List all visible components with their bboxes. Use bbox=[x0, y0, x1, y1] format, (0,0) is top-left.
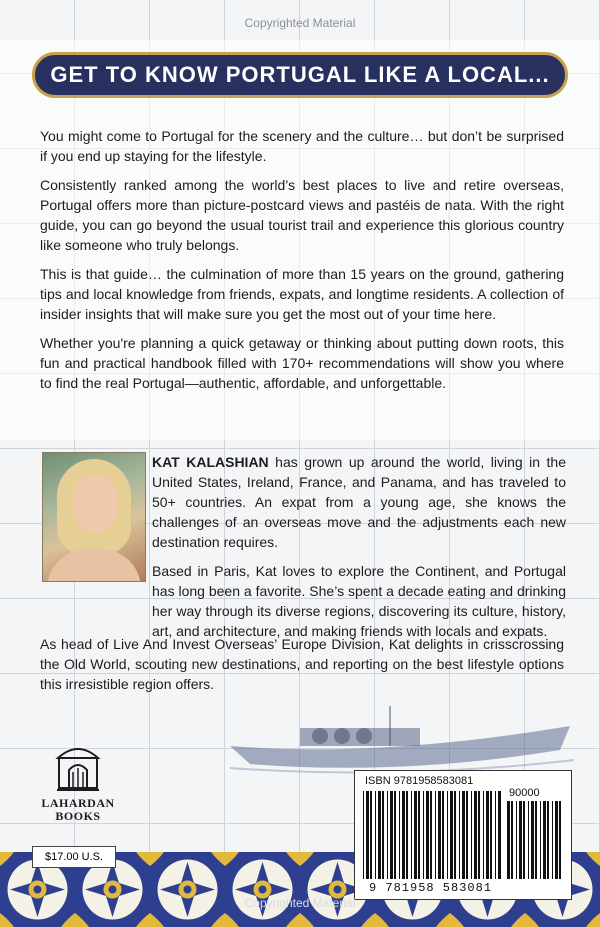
barcode-bar bbox=[406, 791, 408, 879]
barcode-bar bbox=[450, 791, 453, 879]
barcode-bar bbox=[382, 791, 384, 879]
barcode-bar bbox=[411, 791, 412, 879]
barcode-bar bbox=[414, 791, 417, 879]
barcode-bar bbox=[490, 791, 492, 879]
barcode-bar bbox=[387, 791, 388, 879]
barcode-bar bbox=[466, 791, 468, 879]
barcode-bar bbox=[402, 791, 405, 879]
barcode-bar bbox=[375, 791, 376, 879]
intro-paragraph: This is that guide… the culmination of more than 15 years on the ground, gathering tips and local knowledge from friends, expats, and longtime residents. A collection of insider insights that will make sure you get the most out of your time here. bbox=[40, 266, 564, 322]
barcode-bar bbox=[447, 791, 448, 879]
intro-text bbox=[40, 126, 564, 402]
barcode-bar bbox=[516, 801, 517, 879]
barcode-bar bbox=[370, 791, 372, 879]
barcode-bar bbox=[390, 791, 393, 879]
author-shoulders bbox=[47, 549, 141, 582]
barcode-bar bbox=[507, 801, 510, 879]
barcode-bar bbox=[462, 791, 465, 879]
publisher-name-line-1: LAHARDAN bbox=[41, 796, 115, 810]
headline: GET TO KNOW PORTUGAL LIKE A LOCAL... bbox=[50, 62, 550, 87]
barcode-bar bbox=[366, 791, 369, 879]
isbn-barcode bbox=[354, 770, 572, 900]
author-name: KAT KALASHIAN bbox=[152, 454, 269, 470]
barcode-bar bbox=[511, 801, 513, 879]
azulejo-tile bbox=[150, 852, 225, 927]
barcode-bar bbox=[435, 791, 436, 879]
author-bio-paragraph: Based in Paris, Kat loves to explore the Continent, and Portugal has long been a favorite. She’s spent a decade eating and drinking her way through its diverse regions, discovering its culture, history, art, and architecture, and making friends with locals and expats. bbox=[152, 563, 566, 639]
barcode-bar bbox=[552, 801, 553, 879]
barcode-bar bbox=[454, 791, 456, 879]
barcode-bar bbox=[498, 791, 501, 879]
publisher-name-line-2: BOOKS bbox=[55, 809, 101, 823]
barcode-bar bbox=[438, 791, 441, 879]
price-label: $17.00 U.S. bbox=[32, 846, 116, 868]
barcode-bar bbox=[399, 791, 400, 879]
rabelo-boat-illustration bbox=[230, 706, 574, 776]
barcode-bar bbox=[523, 801, 525, 879]
barcode-bar bbox=[555, 801, 558, 879]
barcode-bar bbox=[528, 801, 529, 879]
bookstore-facade-icon bbox=[55, 740, 101, 792]
barcode-bars bbox=[363, 791, 503, 879]
barcode-bar bbox=[486, 791, 489, 879]
author-bio bbox=[152, 452, 566, 650]
author-bio-paragraph bbox=[152, 452, 566, 552]
barcode-bar bbox=[471, 791, 472, 879]
addon-barcode-bars bbox=[507, 801, 565, 879]
price-code-label: 90000 bbox=[509, 787, 540, 799]
barcode-bar bbox=[430, 791, 432, 879]
barcode-bar bbox=[543, 801, 546, 879]
barcode-bar bbox=[474, 791, 477, 879]
barcode-bar bbox=[535, 801, 537, 879]
watermark-top: Copyrighted Material bbox=[244, 16, 356, 30]
barcode-bar bbox=[531, 801, 534, 879]
author-bio-1: has grown up around the world, living in the United States, Ireland, France, and Panama, and has traveled to 50+ countries. An expat from a young age, she knows the challenges of an overseas move and the adjustments each new destination requires. bbox=[152, 454, 566, 550]
barcode-bar bbox=[519, 801, 522, 879]
barcode-bar bbox=[547, 801, 549, 879]
barcode-bar bbox=[540, 801, 541, 879]
intro-paragraph: Consistently ranked among the world’s best places to live and retire overseas, Portugal offers more than picture-postcard views and pastéis de nata. With the right guide, you can go beyond the usual tourist trail and experience this glorious country like someone who truly belongs. bbox=[40, 177, 564, 253]
barcode-bar bbox=[363, 791, 364, 879]
publisher-logo bbox=[32, 740, 124, 823]
azulejo-tile bbox=[225, 852, 300, 927]
barcode-bar bbox=[495, 791, 496, 879]
headline-banner bbox=[32, 52, 568, 98]
barcode-bar bbox=[559, 801, 561, 879]
intro-paragraph: You might come to Portugal for the scenery and the culture… but don’t be surprised if you end up staying for the lifestyle. bbox=[40, 128, 564, 164]
barcode-bar bbox=[426, 791, 429, 879]
author-photo bbox=[42, 452, 146, 582]
author-bio-continued bbox=[40, 634, 564, 703]
author-face bbox=[73, 475, 117, 533]
barcode-bar bbox=[378, 791, 381, 879]
author-bio-paragraph: As head of Live And Invest Overseas’ Europe Division, Kat delights in crisscrossing the Old World, scouting new destinations, and reporting on the best lifestyle options this irresistible region offers. bbox=[40, 636, 564, 692]
isbn-label: ISBN 9781958583081 bbox=[365, 775, 474, 787]
watermark-bottom: Copyrighted Material bbox=[244, 896, 356, 910]
barcode-bar bbox=[483, 791, 484, 879]
barcode-bar bbox=[423, 791, 424, 879]
barcode-bar bbox=[478, 791, 480, 879]
barcode-digits: 9 781958 583081 bbox=[369, 881, 493, 895]
barcode-bar bbox=[394, 791, 396, 879]
barcode-bar bbox=[442, 791, 444, 879]
barcode-bar bbox=[418, 791, 420, 879]
intro-paragraph: Whether you're planning a quick getaway or thinking about putting down roots, this fun and practical handbook filled with 170+ recommendations will show you where to find the real Portugal—authentic, affordable, and unforgettable. bbox=[40, 335, 564, 391]
barcode-bar bbox=[459, 791, 460, 879]
